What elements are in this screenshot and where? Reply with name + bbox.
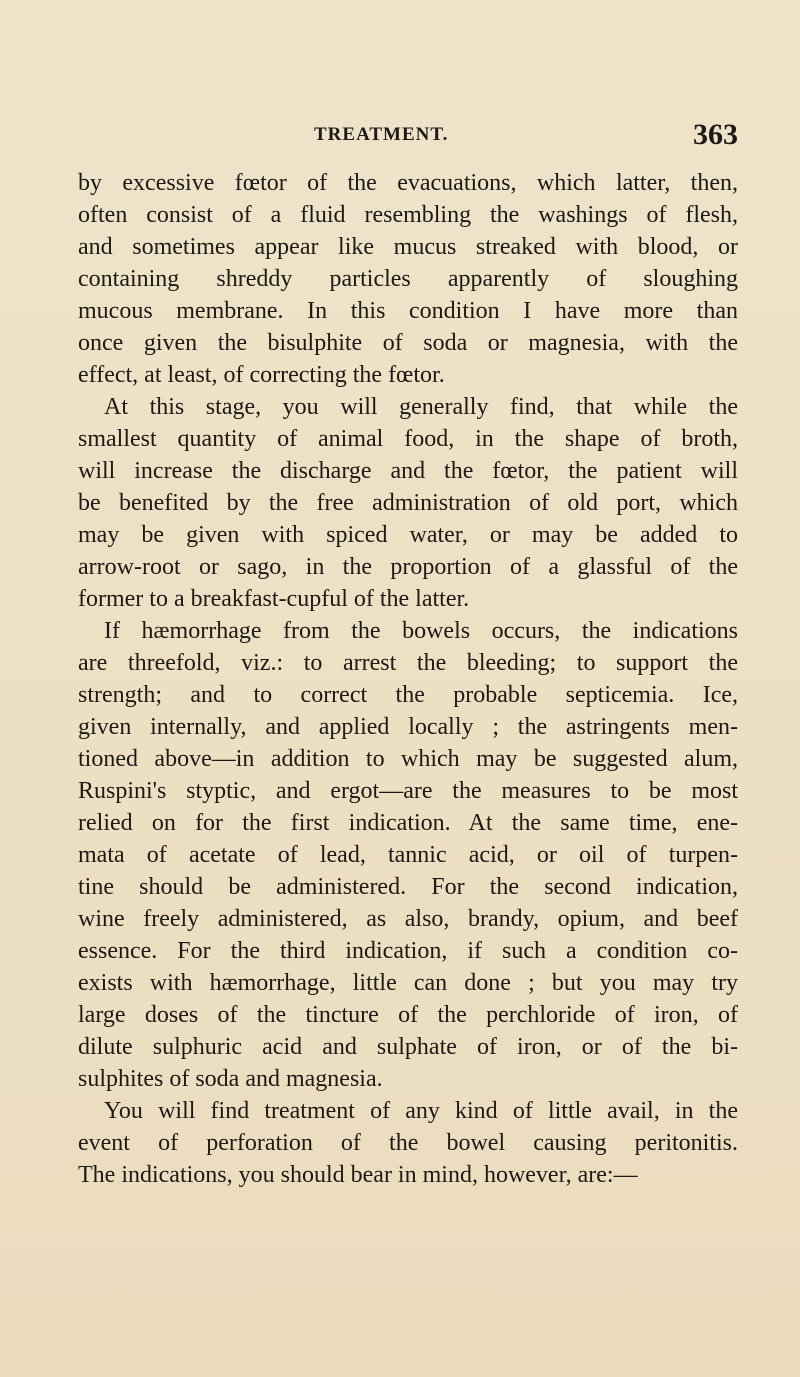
text-line: once given the bisulphite of soda or magnesia, with the: [78, 330, 738, 356]
text-line: event of perforation of the bowel causing peritonitis.: [78, 1130, 738, 1156]
text-line: by excessive fœtor of the evacuations, which latter, then,: [78, 170, 738, 196]
text-line: If hæmorrhage from the bowels occurs, the indications: [104, 618, 738, 644]
text-line: and sometimes appear like mucus streaked with blood, or: [78, 234, 738, 260]
text-line: containing shreddy particles apparently of sloughing: [78, 266, 738, 292]
text-line: dilute sulphuric acid and sulphate of iron, or of the bi-: [78, 1034, 738, 1060]
text-line: exists with hæmorrhage, little can done ; but you may try: [78, 970, 738, 996]
text-line: effect, at least, of correcting the fœtor.: [78, 362, 445, 388]
text-line: may be given with spiced water, or may be added to: [78, 522, 738, 548]
text-line: The indications, you should bear in mind, however, are:—: [78, 1162, 638, 1188]
text-line: tioned above—in addition to which may be suggested alum,: [78, 746, 738, 772]
text-line: be benefited by the free administration of old port, which: [78, 490, 738, 516]
page-number: 363: [693, 118, 738, 151]
text-line: strength; and to correct the probable septicemia. Ice,: [78, 682, 738, 708]
page-header: [78, 118, 738, 158]
text-line: are threefold, viz.: to arrest the bleeding; to support the: [78, 650, 738, 676]
text-line: tine should be administered. For the second indication,: [78, 874, 738, 900]
text-line: former to a breakfast-cupful of the latter.: [78, 586, 470, 612]
text-line: At this stage, you will generally find, that while the: [104, 394, 738, 420]
running-head: TREATMENT.: [314, 124, 449, 145]
text-line: essence. For the third indication, if such a condition co-: [78, 938, 738, 964]
body-text: [78, 167, 738, 1191]
text-line: sulphites of soda and magnesia.: [78, 1066, 383, 1092]
text-line: Ruspini's styptic, and ergot—are the measures to be most: [78, 778, 738, 804]
text-line: You will find treatment of any kind of little avail, in the: [104, 1098, 738, 1124]
text-line: given internally, and applied locally ; the astringents men-: [78, 714, 738, 740]
text-line: wine freely administered, as also, brandy, opium, and beef: [78, 906, 738, 932]
text-line: mucous membrane. In this condition I have more than: [78, 298, 738, 324]
text-line: arrow-root or sago, in the proportion of a glassful of the: [78, 554, 738, 580]
text-line: large doses of the tincture of the perchloride of iron, of: [78, 1002, 738, 1028]
text-line: relied on for the first indication. At the same time, ene-: [78, 810, 738, 836]
text-line: mata of acetate of lead, tannic acid, or oil of turpen-: [78, 842, 738, 868]
text-line: often consist of a fluid resembling the washings of flesh,: [78, 202, 738, 228]
text-line: smallest quantity of animal food, in the shape of broth,: [78, 426, 738, 452]
text-line: will increase the discharge and the fœtor, the patient will: [78, 458, 738, 484]
